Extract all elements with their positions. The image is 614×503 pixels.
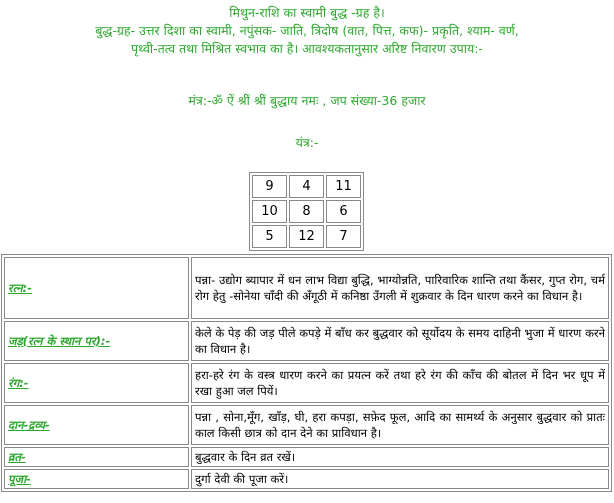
table-row bbox=[4, 405, 609, 445]
yantra-cell: 6 bbox=[326, 200, 361, 223]
yantra-cell: 5 bbox=[252, 225, 287, 248]
row-value-fast: बुद्धवार के दिन व्रत रखें। bbox=[191, 447, 609, 467]
yantra-label: यंत्र:- bbox=[295, 135, 319, 150]
remedy-table bbox=[1, 254, 612, 492]
row-label-fast: व्रत- bbox=[4, 447, 189, 467]
yantra-cell: 11 bbox=[326, 175, 361, 198]
mantra-text: मंत्र:-ॐ ऐं श्रीं श्रीं बुद्धाय नमः , जप संख्या-36 हजार bbox=[188, 93, 426, 108]
yantra-row bbox=[252, 200, 361, 223]
table-row bbox=[4, 257, 609, 319]
yantra-cell: 12 bbox=[289, 225, 324, 248]
intro-line-3: पृथ्वी-तत्व तथा मिश्रित स्वभाव का है। आवश्यकतानुसार अरिष्ट निवारण उपाय:- bbox=[131, 41, 483, 56]
row-value-donation: पन्ना , सोना,मूँग, खाँड़, घी, हरा कपड़ा, सफ़ेद फूल, आदि का सामर्थ्य के अनुसार बुद्धवार को प्रातः काल किसी छात्र को दान देने का प्राविधान है। bbox=[191, 405, 609, 445]
yantra-cell: 4 bbox=[289, 175, 324, 198]
table-row bbox=[4, 363, 609, 403]
row-label-color: रंग:- bbox=[4, 363, 189, 403]
row-value-color: हरा-हरे रंग के वस्त्र धारण करने का प्रयत्न करें तथा हरे रंग की काँच की बोतल में दिन भर धूप में रखा हुआ जल पियें। bbox=[191, 363, 609, 403]
table-row bbox=[4, 447, 609, 467]
row-label-gem: रत्न:- bbox=[4, 257, 189, 319]
row-label-worship: पूजा- bbox=[4, 469, 189, 489]
yantra-row bbox=[252, 175, 361, 198]
yantra-cell: 8 bbox=[289, 200, 324, 223]
row-value-gem: पन्ना- उद्योग ब्यापार में धन लाभ विद्या बुद्धि, भाग्योन्नति, पारिवारिक शान्ति तथा कैंसर, गुप्त रोग, चर्म रोग हेतु -सोनेया चाँदी की अँगूठी में कनिष्ठा उँगली में शुक्रवार के दिन धारण करने का विधान है। bbox=[191, 257, 609, 319]
yantra-grid bbox=[249, 172, 364, 251]
yantra-cell: 7 bbox=[326, 225, 361, 248]
yantra-cell: 10 bbox=[252, 200, 287, 223]
table-row bbox=[4, 469, 609, 489]
intro-line-2: बुद्ध-ग्रह- उत्तर दिशा का स्वामी, नपुंसक- जाति, त्रिदोष (वात, पित्त, कफ)- प्रकृति, श्याम- वर्ण, bbox=[95, 23, 519, 38]
row-label-donation: दान-द्रव्य- bbox=[4, 405, 189, 445]
yantra-row bbox=[252, 225, 361, 248]
intro-line-1: मिथुन-राशि का स्वामी बुद्ध -ग्रह है। bbox=[229, 5, 385, 20]
row-value-worship: दुर्गा देवी की पूजा करें। bbox=[191, 469, 609, 489]
intro-block bbox=[0, 4, 614, 58]
row-value-root: केले के पेड़ की जड़ पीले कपड़े में बाँध कर बुद्धवार को सूर्योदय के समय दाहिनी भुजा में धारण करने का विधान है। bbox=[191, 321, 609, 361]
row-label-root: जड़(रत्न के स्थान पर):- bbox=[4, 321, 189, 361]
yantra-cell: 9 bbox=[252, 175, 287, 198]
table-row bbox=[4, 321, 609, 361]
